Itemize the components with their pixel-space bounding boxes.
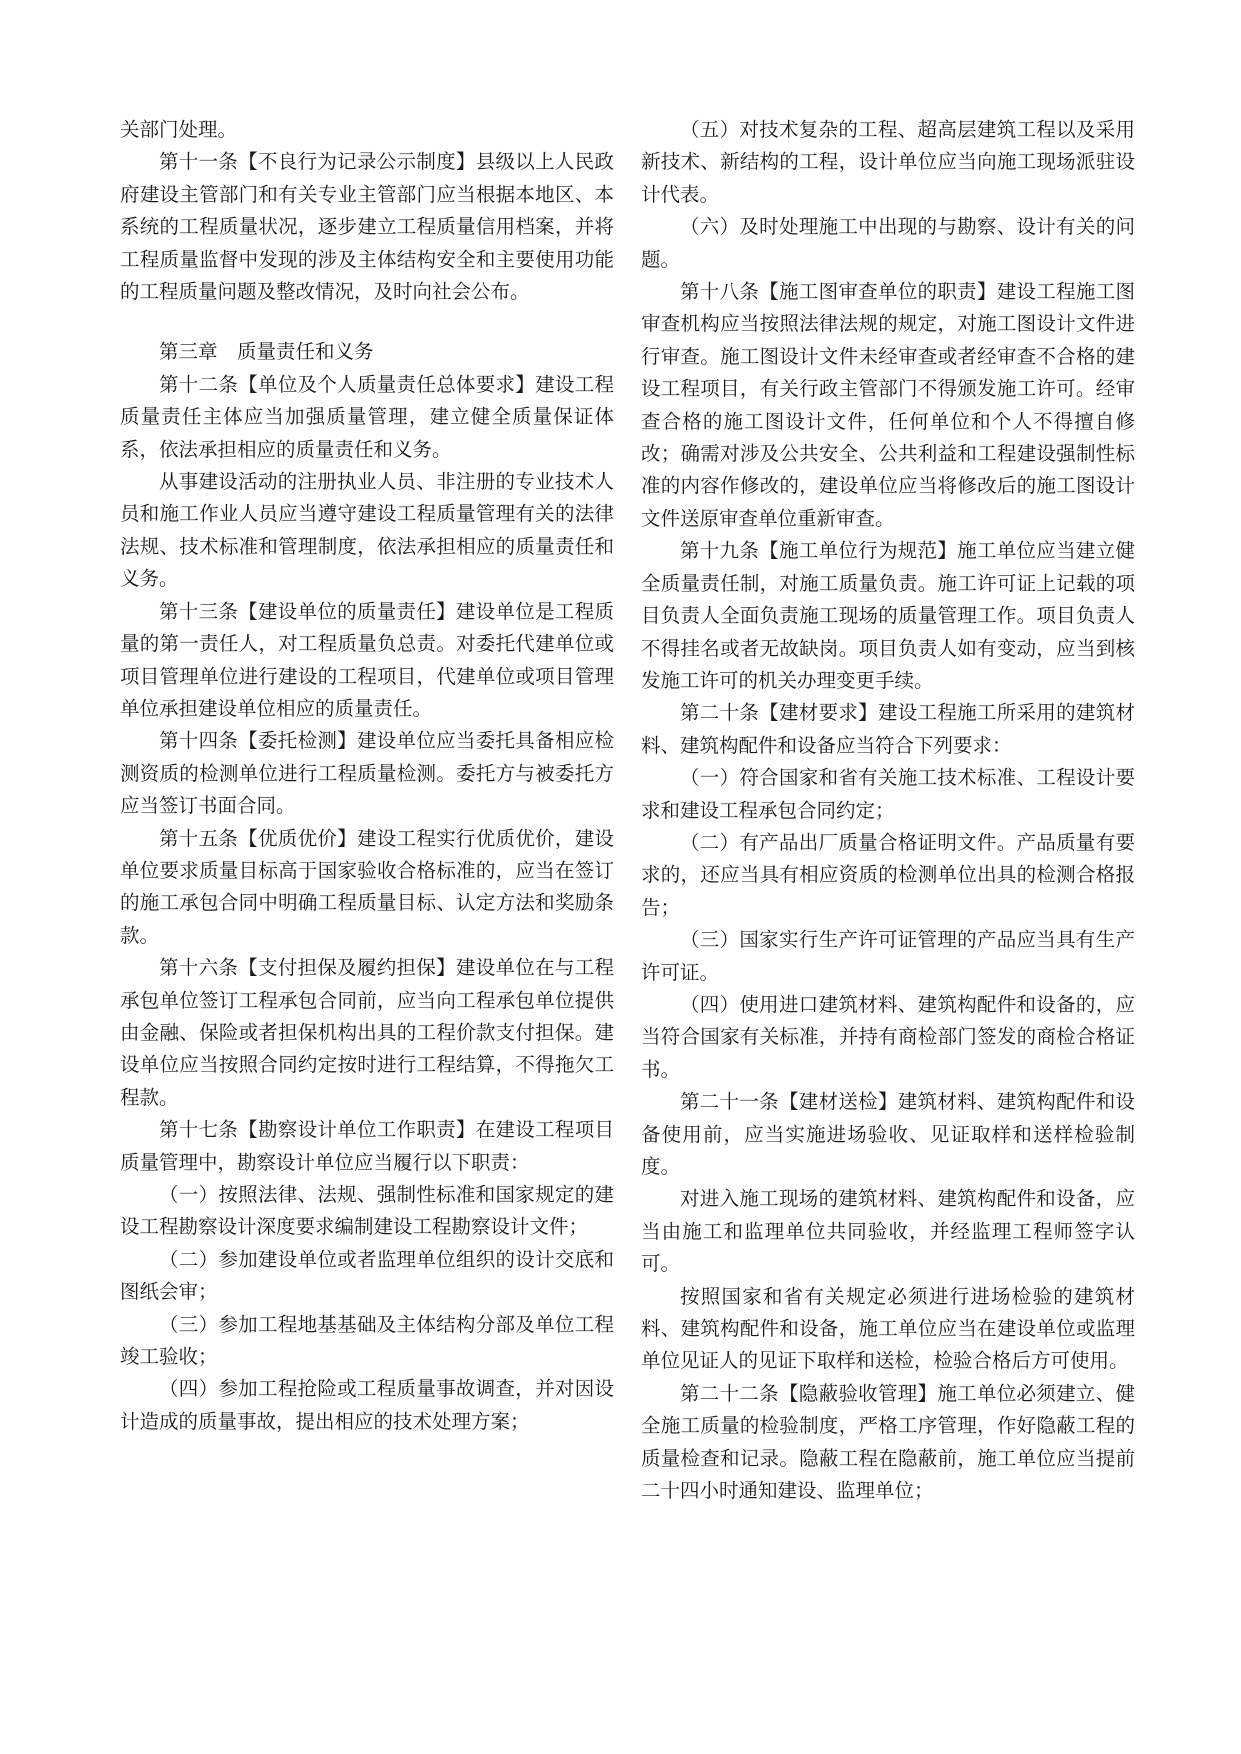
- list-item: （六）及时处理施工中出现的与勘察、设计有关的问题。: [641, 215, 1135, 271]
- article-13: 第十三条【建设单位的质量责任】建设单位是工程质量的第一责任人，对工程质量负总责。对委托代建单位或项目管理单位进行建设的工程项目，代建单位或项目管理单位承担建设单位相应的质量责任。: [120, 599, 614, 720]
- article-12: 第十二条【单位及个人质量责任总体要求】建设工程质量责任主体应当加强质量管理，建立健全质量保证体系，依法承担相应的质量责任和义务。: [120, 372, 614, 461]
- article-19: 第十九条【施工单位行为规范】施工单位应当建立健全质量责任制，对施工质量负责。施工许可证上记载的项目负责人全面负责施工现场的质量管理工作。项目负责人不得挂名或者无故缺岗。项目负责人如有变动，应当到核发施工许可的机关办理变更手续。: [641, 539, 1135, 692]
- article-16: 第十六条【支付担保及履约担保】建设单位在与工程承包单位签订工程承包合同前，应当向工程承包单位提供由金融、保险或者担保机构出具的工程价款支付担保。建设单位应当按照合同约定按时进行工程结算，不得拖欠工程款。: [120, 956, 614, 1109]
- article-14: 第十四条【委托检测】建设单位应当委托具备相应检测资质的检测单位进行工程质量检测。委托方与被委托方应当签订书面合同。: [120, 729, 614, 818]
- list-item: （三）参加工程地基基础及主体结构分部及单位工程竣工验收；: [120, 1312, 614, 1369]
- list-item: （五）对技术复杂的工程、超高层建筑工程以及采用新技术、新结构的工程，设计单位应当向施工现场派驻设计代表。: [641, 118, 1135, 206]
- list-item: （三）国家实行生产许可证管理的产品应当具有生产许可证。: [641, 928, 1135, 984]
- article-22: 第二十二条【隐蔽验收管理】施工单位必须建立、健全施工质量的检验制度，严格工序管理，作好隐蔽工程的质量检查和记录。隐蔽工程在隐蔽前，施工单位应当提前二十四小时通知建设、监理单位；: [641, 1381, 1135, 1503]
- list-item: （二）有产品出厂质量合格证明文件。产品质量有要求的，还应当具有相应资质的检测单位出具的检测合格报告；: [641, 830, 1135, 919]
- article-18: 第十八条【施工图审查单位的职责】建设工程施工图审查机构应当按照法律法规的规定，对施工图设计文件进行审查。施工图设计文件未经审查或者经审查不合格的建设工程项目，有关行政主管部门不得颁发施工许可。经审查合格的施工图设计文件，任何单位和个人不得擅自修改；确需对涉及公共安全、公共利益和工程建设强制性标准的内容作修改的，建设单位应当将修改后的施工图设计文件送原审查单位重新审查。: [641, 280, 1135, 530]
- right-column: [641, 114, 1135, 1754]
- article-20: 第二十条【建材要求】建设工程施工所采用的建筑材料、建筑构配件和设备应当符合下列要求：: [641, 701, 1135, 757]
- paragraph: 从事建设活动的注册执业人员、非注册的专业技术人员和施工作业人员应当遵守建设工程质量管理有关的法律法规、技术标准和管理制度，依法承担相应的质量责任和义务。: [120, 470, 614, 591]
- article-15: 第十五条【优质优价】建设工程实行优质优价，建设单位要求质量目标高于国家验收合格标准的，应当在签订的施工承包合同中明确工程质量目标、认定方法和奖励条款。: [120, 826, 614, 947]
- chapter-heading: 第三章 质量责任和义务: [159, 340, 374, 364]
- spacer: [120, 308, 614, 336]
- list-item: （二）参加建设单位或者监理单位组织的设计交底和图纸会审；: [120, 1247, 614, 1304]
- list-item: （四）参加工程抢险或工程质量事故调查，并对因设计造成的质量事故，提出相应的技术处理方案；: [120, 1377, 614, 1433]
- article-17: 第十七条【勘察设计单位工作职责】在建设工程项目质量管理中，勘察设计单位应当履行以下职责：: [120, 1118, 614, 1174]
- list-item: （一）按照法律、法规、强制性标准和国家规定的建设工程勘察设计深度要求编制建设工程勘察设计文件；: [120, 1183, 614, 1239]
- article-21: 第二十一条【建材送检】建筑材料、建筑构配件和设备使用前，应当实施进场验收、见证取样和送样检验制度。: [641, 1090, 1135, 1178]
- left-column: [120, 114, 614, 1754]
- paragraph: 对进入施工现场的建筑材料、建筑构配件和设备，应当由施工和监理单位共同验收，并经监理工程师签字认可。: [641, 1187, 1135, 1276]
- list-item: （一）符合国家和省有关施工技术标准、工程设计要求和建设工程承包合同约定；: [641, 766, 1135, 822]
- article-11: 第十一条【不良行为记录公示制度】县级以上人民政府建设主管部门和有关专业主管部门应当根据本地区、本系统的工程质量状况，逐步建立工程质量信用档案，并将工程质量监督中发现的涉及主体结构安全和主要使用功能的工程质量问题及整改情况，及时向社会公布。: [120, 150, 614, 304]
- list-item: （四）使用进口建筑材料、建筑构配件和设备的，应当符合国家有关标准，并持有商检部门签发的商检合格证书。: [641, 992, 1135, 1081]
- paragraph: 关部门处理。: [120, 118, 238, 141]
- paragraph: 按照国家和省有关规定必须进行进场检验的建筑材料、建筑构配件和设备，施工单位应当在建设单位或监理单位见证人的见证下取样和送检，检验合格后方可使用。: [641, 1284, 1135, 1373]
